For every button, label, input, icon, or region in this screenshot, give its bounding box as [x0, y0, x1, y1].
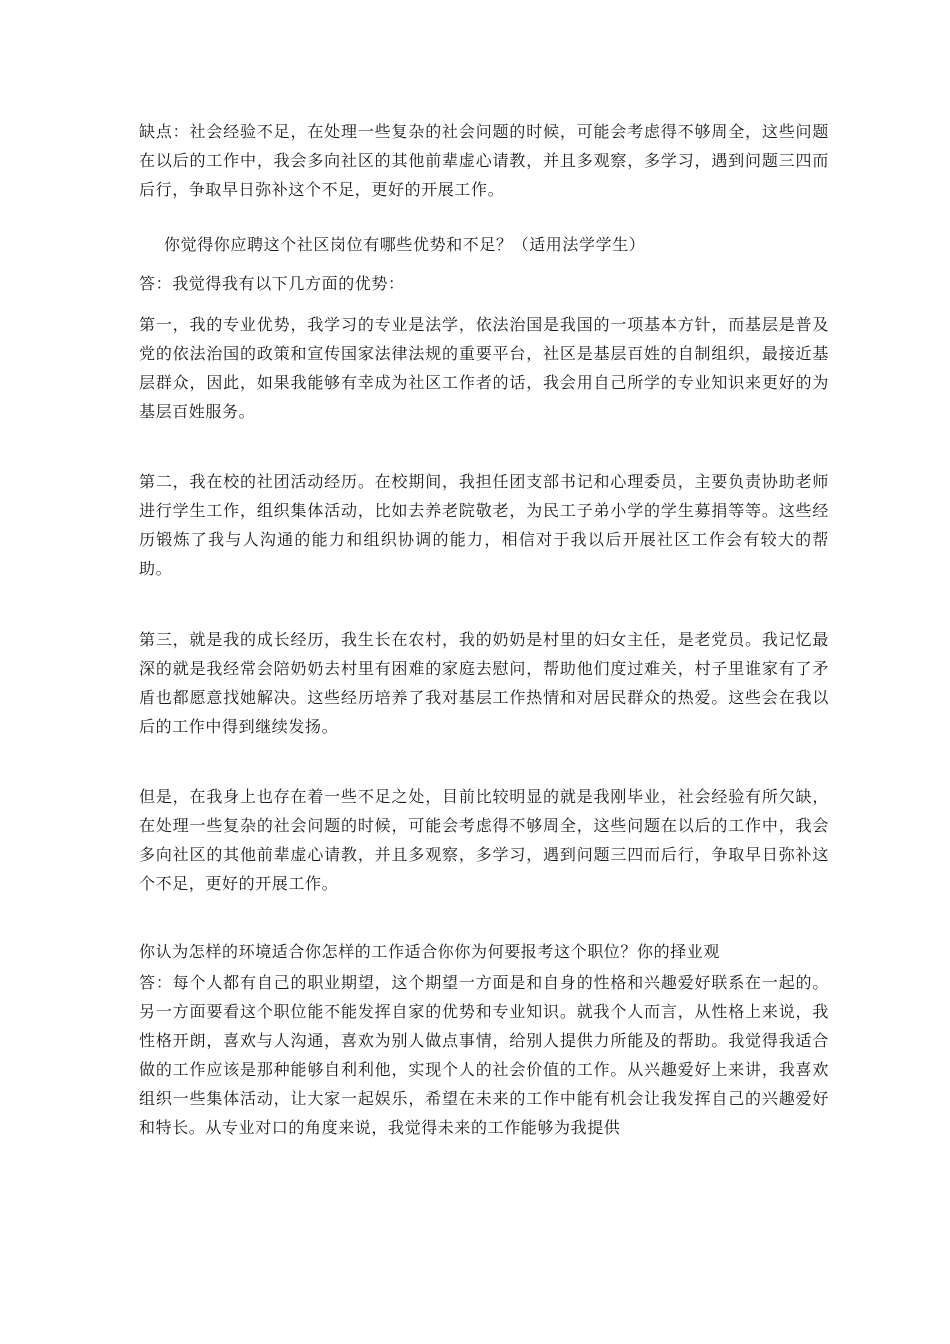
paragraph-shortcoming: 但是，在我身上也存在着一些不足之处，目前比较明显的就是我刚毕业，社会经验有所欠缺，在处理一些复杂的社会问题的时候，可能会考虑得不够周全，这些问题在以后的工作中，我会多向社区的其他前辈虚心请教，并且多观察，多学习，遇到问题三四而后行，争取早日弥补这个不足，更好的开展工作。: [139, 787, 829, 893]
question-career-view: 你认为怎样的环境适合你怎样的工作适合你你为何要报考这个职位？你的择业观: [139, 942, 721, 961]
paragraph-first-advantage: 第一，我的专业优势，我学习的专业是法学，依法治国是我国的一项基本方针，而基层是普及党的依法治国的政策和宣传国家法律法规的重要平台，社区是基层百姓的自制组织，最接近基层群众，因此，如果我能够有幸成为社区工作者的话，我会用自己所学的专业知识来更好的为基层百姓服务。: [139, 315, 829, 421]
paragraph-weakness: 缺点：社会经验不足，在处理一些复杂的社会问题的时候，可能会考虑得不够周全，这些问题在以后的工作中，我会多向社区的其他前辈虚心请教，并且多观察，多学习，遇到问题三四而后行，争取早日弥补这个不足，更好的开展工作。: [139, 122, 829, 199]
paragraph-second-advantage: 第二，我在校的社团活动经历。在校期间，我担任团支部书记和心理委员，主要负责协助老师进行学生工作，组织集体活动，比如去养老院敬老，为民工子弟小学的学生募捐等等。这些经历锻炼了我与人沟通的能力和组织协调的能力，相信对于我以后开展社区工作会有较大的帮助。: [139, 472, 829, 578]
answer-intro: 答：我觉得我有以下几方面的优势：: [139, 274, 405, 293]
question-advantages: 你觉得你应聘这个社区岗位有哪些优势和不足？（适用法学学生）: [164, 235, 646, 254]
paragraph-third-advantage: 第三，就是我的成长经历，我生长在农村，我的奶奶是村里的妇女主任，是老党员。我记忆最深的就是我经常会陪奶奶去村里有困难的家庭去慰问，帮助他们度过难关，村子里谁家有了矛盾也都愿意找她解决。这些经历培养了我对基层工作热情和对居民群众的热爱。这些会在我以后的工作中得到继续发扬。: [139, 630, 829, 736]
answer-career-view: 答：每个人都有自己的职业期望，这个期望一方面是和自身的性格和兴趣爱好联系在一起的。另一方面要看这个职位能不能发挥自家的优势和专业知识。就我个人而言，从性格上来说，我性格开朗，喜欢与人沟通，喜欢为别人做点事情，给别人提供力所能及的帮助。我觉得我适合做的工作应该是那种能够自利利他，实现个人的社会价值的工作。从兴趣爱好上来讲，我喜欢组织一些集体活动，让大家一起娱乐，希望在未来的工作中能有机会让我发挥自己的兴趣爱好和特长。从专业对口的角度来说，我觉得未来的工作能够为我提供: [139, 973, 829, 1137]
